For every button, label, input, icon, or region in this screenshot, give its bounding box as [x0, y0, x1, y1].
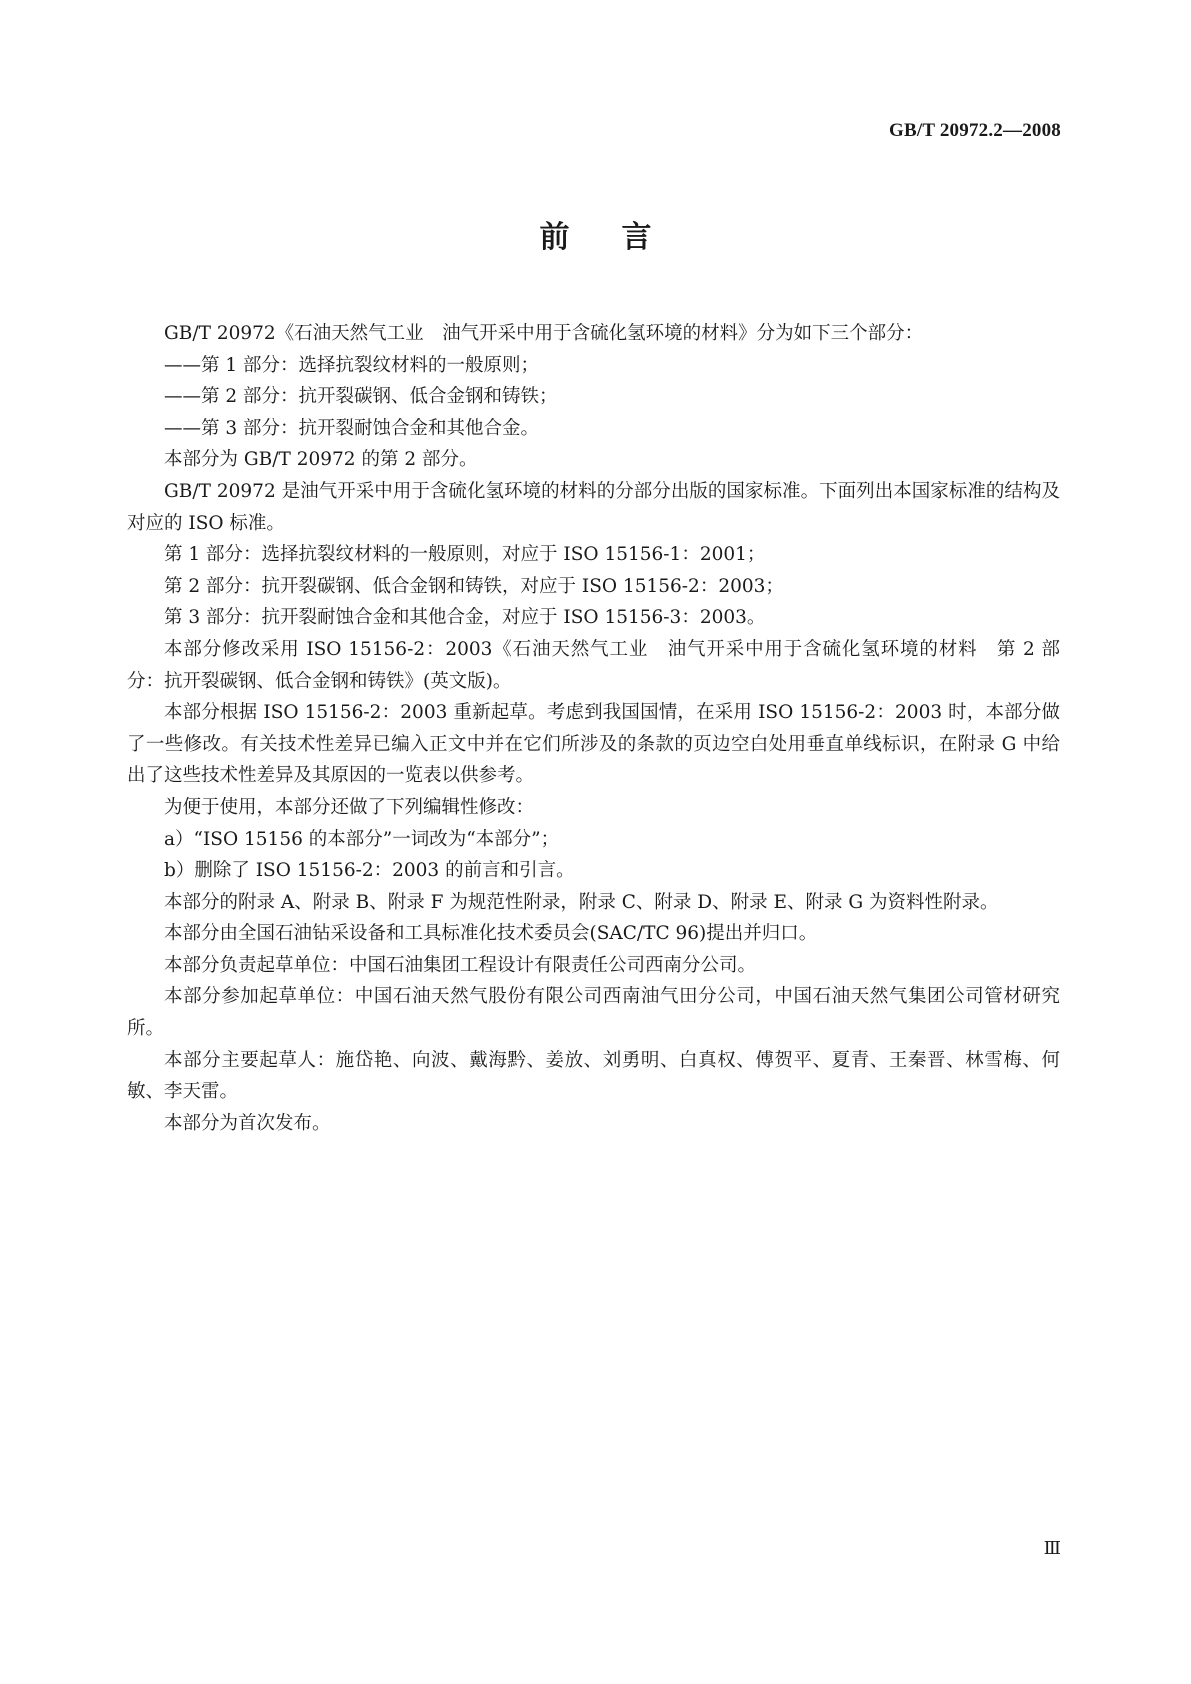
- page-number: Ⅲ: [1043, 1538, 1061, 1558]
- list-item: a）“ISO 15156 的本部分”一词改为“本部分”；: [164, 828, 560, 850]
- list-item: ——第 3 部分：抗开裂耐蚀合金和其他合金。: [164, 417, 540, 439]
- page-title: 前言: [539, 220, 704, 255]
- paragraph: 本部分根据 ISO 15156-2：2003 重新起草。考虑到我国国情，在采用 ISO 15156-2：2003 时，本部分做了一些修改。有关技术性差异已编入正文中并在它们所涉及的条款的页边空白处用垂直单线标识，在附录 G 中给出了这些技术性差异及其原因的一览表以供参考。: [127, 702, 1060, 787]
- list-item: ——第 1 部分：选择抗裂纹材料的一般原则；: [164, 354, 540, 376]
- paragraph: 为便于使用，本部分还做了下列编辑性修改：: [164, 796, 535, 818]
- paragraph: 本部分参加起草单位：中国石油天然气股份有限公司西南油气田分公司，中国石油天然气集团公司管材研究所。: [127, 986, 1060, 1040]
- paragraph: 本部分由全国石油钻采设备和工具标准化技术委员会(SAC/TC 96)提出并归口。: [164, 923, 818, 945]
- paragraph: 本部分为首次发布。: [164, 1112, 331, 1134]
- paragraph: 本部分为 GB/T 20972 的第 2 部分。: [164, 449, 478, 471]
- paragraph: 第 3 部分：抗开裂耐蚀合金和其他合金，对应于 ISO 15156-3：2003。: [164, 607, 766, 629]
- standard-code: GB/T 20972.2—2008: [889, 120, 1061, 141]
- paragraph: 第 1 部分：选择抗裂纹材料的一般原则，对应于 ISO 15156-1：2001；: [164, 544, 766, 566]
- paragraph: 本部分主要起草人：施岱艳、向波、戴海黔、姜放、刘勇明、白真权、傅贺平、夏青、王秦晋、林雪梅、何敏、李天雷。: [127, 1049, 1060, 1103]
- foreword-body: [127, 318, 1060, 1139]
- list-item: ——第 2 部分：抗开裂碳钢、低合金钢和铸铁；: [164, 386, 558, 408]
- paragraph: 本部分负责起草单位：中国石油集团工程设计有限责任公司西南分公司。: [164, 954, 757, 976]
- paragraph: GB/T 20972《石油天然气工业 油气开采中用于含硫化氢环境的材料》分为如下三个部分：: [164, 323, 924, 344]
- paragraph: GB/T 20972 是油气开采中用于含硫化氢环境的材料的分部分出版的国家标准。下面列出本国家标准的结构及对应的 ISO 标准。: [127, 480, 1060, 534]
- list-item: b）删除了 ISO 15156-2：2003 的前言和引言。: [164, 860, 575, 882]
- paragraph: 本部分的附录 A、附录 B、附录 F 为规范性附录，附录 C、附录 D、附录 E、附录 G 为资料性附录。: [164, 891, 999, 913]
- paragraph: 第 2 部分：抗开裂碳钢、低合金钢和铸铁，对应于 ISO 15156-2：2003；: [164, 575, 784, 597]
- paragraph: 本部分修改采用 ISO 15156-2：2003《石油天然气工业 油气开采中用于含硫化氢环境的材料 第 2 部分：抗开裂碳钢、低合金钢和铸铁》(英文版)。: [127, 638, 1060, 692]
